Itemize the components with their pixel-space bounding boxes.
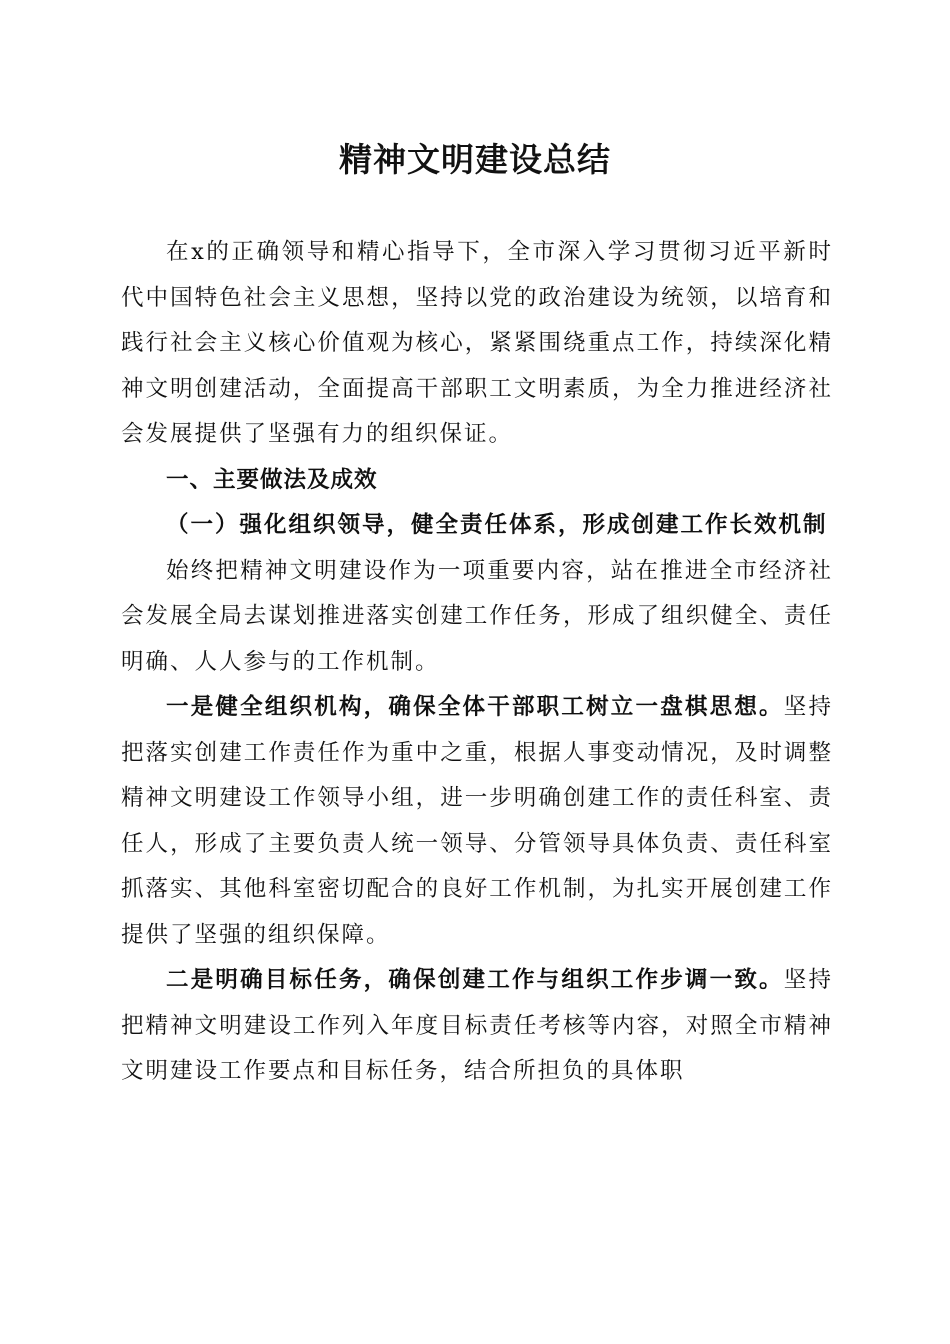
point-one-lead: 一是健全组织机构，确保全体干部职工树立一盘棋思想。 [166, 694, 784, 720]
intro-paragraph: 在x的正确领导和精心指导下，全市深入学习贯彻习近平新时代中国特色社会主义思想，坚持以党的政治建设为统领，以培育和践行社会主义核心价值观为核心，紧紧围绕重点工作，持续深化精神文明创建活动，全面提高干部职工文明素质，为全力推进经济社会发展提供了坚强有力的组织保证。 [121, 239, 833, 447]
subsection-paragraph: 始终把精神文明建设作为一项重要内容，站在推进全市经济社会发展全局去谋划推进落实创建工作任务，形成了组织健全、责任明确、人人参与的工作机制。 [121, 557, 833, 675]
section-heading-main-practices: 一、主要做法及成效 [166, 466, 378, 493]
point-one-text: 坚持把落实创建工作责任作为重中之重，根据人事变动情况，及时调整精神文明建设工作领导小组，进一步明确创建工作的责任科室、责任人，形成了主要负责人统一领导、分管领导具体负责、责任科室抓落实、其他科室密切配合的良好工作机制，为扎实开展创建工作提供了坚强的组织保障。 [121, 694, 833, 948]
point-one-paragraph [121, 685, 833, 958]
document-body [121, 230, 833, 1095]
point-two-lead: 二是明确目标任务，确保创建工作与组织工作步调一致。 [166, 967, 784, 993]
point-two-text: 坚持把精神文明建设工作列入年度目标责任考核等内容，对照全市精神文明建设工作要点和目标任务，结合所担负的具体职 [121, 967, 833, 1084]
document-title: 精神文明建设总结 [339, 140, 611, 179]
point-two-paragraph [121, 958, 833, 1095]
subsection-heading-organization: （一）强化组织领导，健全责任体系，形成创建工作长效机制 [166, 512, 828, 538]
